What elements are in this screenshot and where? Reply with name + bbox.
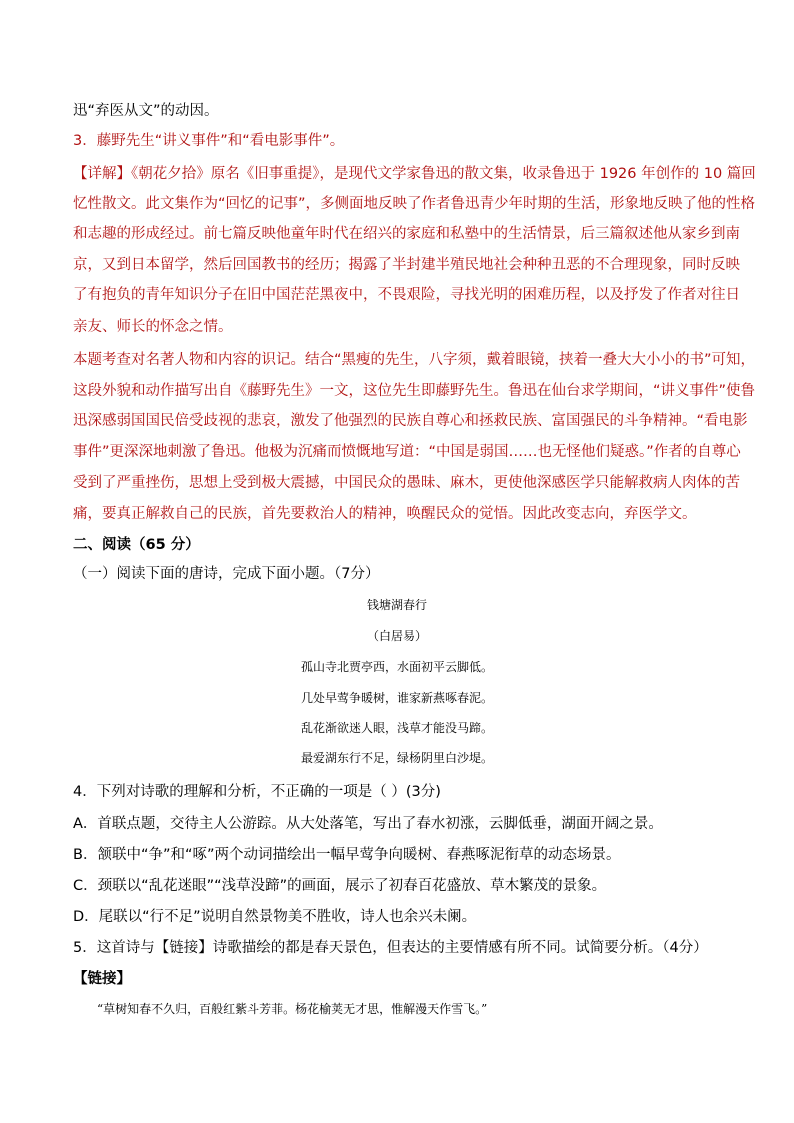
detail-line: 和志趣的形成经过。前七篇反映他童年时代在绍兴的家庭和私塾中的生活情景，后三篇叙述他从家乡到南 [73,226,740,242]
detail-line: 了有抱负的青年知识分子在旧中国茫茫黑夜中，不畏艰险，寻找光明的困难历程，以及抒发了作者对往日 [73,287,740,303]
section-heading: 二、阅读（65 分） [73,537,200,553]
q4-option-b: B．颔联中“争”和“啄”两个动词描绘出一幅早莺争向暖树、春燕啄泥衔草的动态场景。 [73,847,621,863]
poem-author: （白居易） [366,629,427,643]
q3-answer: 3．藤野先生“讲义事件”和“看电影事件”。 [73,133,345,149]
poem-line: 乱花渐欲迷人眼，浅草才能没马蹄。 [300,721,493,735]
detail-line: 京，又到日本留学，然后回国教书的经历；揭露了半封建半殖民地社会种种丑恶的不合理现象，同时反映 [73,257,740,273]
detail-line: 忆性散文。此文集作为“回忆的记事”，多侧面地反映了作者鲁迅青少年时期的生活，形象地反映了他的性格 [73,196,756,212]
detail-line: 这段外貌和动作描写出自《藤野先生》一文，这位先生即藤野先生。鲁迅在仙台求学期间，“讲义事件”使鲁 [73,383,756,399]
q5-stem: 5．这首诗与【链接】诗歌描绘的都是春天景色，但表达的主要情感有所不同。试简要分析。（4分） [73,940,708,956]
poem-line: 几处早莺争暖树，谁家新燕啄春泥。 [300,691,493,705]
detail-line: 受到了严重挫伤，思想上受到极大震撼，中国民众的愚昧、麻木，更使他深感医学只能解救病人肉体的苦 [73,475,740,491]
detail-line: 《朝花夕拾》原名《旧事重提》，是现代文学家鲁迅的散文集，收录鲁迅于 1926 年创作的 10 篇回 [131,166,756,182]
detail-first-line [73,164,756,184]
section-intro: （一）阅读下面的唐诗，完成下面小题。（7分） [73,566,380,582]
detail-line: 亲友、师长的怀念之情。 [73,319,233,335]
q4-option-d: D．尾联以“行不足”说明自然景物美不胜收，诗人也余兴未阑。 [73,909,477,925]
poem-line: 孤山寺北贾亭西，水面初平云脚低。 [300,660,493,674]
q4-option-c: C．颈联以“乱花迷眼”“浅草没蹄”的画面，展示了初春百花盛放、草木繁茂的景象。 [73,878,607,894]
answer-continuation: 迅“弃医从文”的动因。 [73,103,219,119]
link-label: 【链接】 [73,971,131,987]
detail-line: 痛，要真正解救自己的民族，首先要救治人的精神，唤醒民众的觉悟。因此改变志向，弃医学文。 [73,506,697,522]
link-quote: “草树知春不久归，百般红紫斗芳菲。杨花榆荚无才思，惟解漫天作雪飞。” [97,1002,488,1016]
poem-title: 钱塘湖春行 [366,598,427,612]
q4-option-a: A．首联点题，交待主人公游踪。从大处落笔，写出了春水初涨，云脚低垂，湖面开阔之景。 [73,816,663,832]
detail-line: 本题考查对名著人物和内容的识记。结合“黑瘦的先生，八字须，戴着眼镜，挟着一叠大大小小的书”可知， [73,352,756,368]
q4-stem: 4．下列对诗歌的理解和分析，不正确的一项是（ ）(3分) [73,784,441,800]
detail-line: 事件”更深深地刺激了鲁迅。他极为沉痛而愤慨地写道：“中国是弱国……也无怪他们疑惑。”作者的自尊心 [73,444,741,460]
detail-line: 迅深感弱国国民倍受歧视的悲哀，激发了他强烈的民族自尊心和拯救民族、富国强民的斗争精神。“看电影 [73,413,748,429]
detail-label: 【详解】 [73,166,131,182]
poem-line: 最爱湖东行不足，绿杨阴里白沙堤。 [300,751,493,765]
